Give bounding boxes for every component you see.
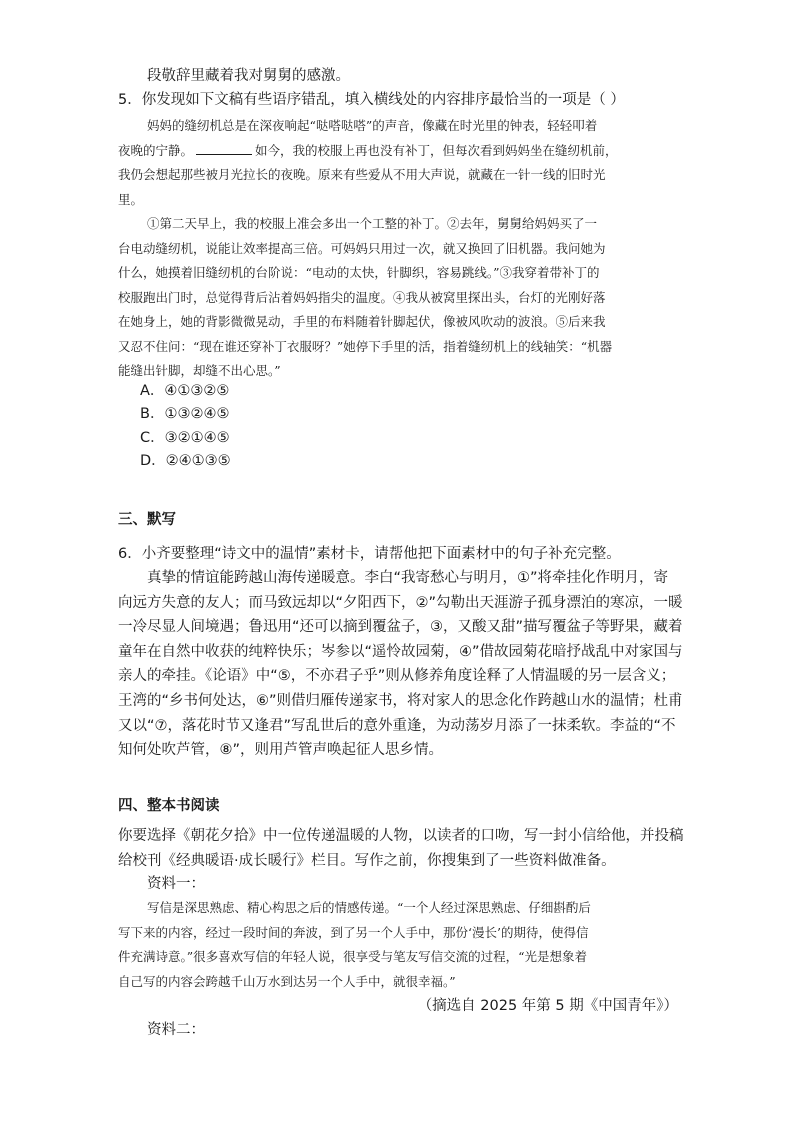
q6-line: 王湾的“乡书何处达，⑥”则借归雁传递家书，将对家人的思念化作跨越山水的温情；杜甫	[118, 692, 683, 709]
material-1-line: 件充满诗意。”很多喜欢写信的年轻人说，很享受与笔友写信交流的过程，“光是想象着	[118, 949, 588, 964]
sec4-intro-line: 给校刊《经典暖语·成长暖行》栏目。写作之前，你搜集到了一些资料做准备。	[118, 852, 616, 869]
q6-line: 童年在自然中收获的纯粹快乐；岑参以“遥怜故园菊，④”借故园菊花暗抒战乱中对家国与	[118, 643, 683, 660]
q5-p2-line: 又忍不住问：“现在谁还穿补丁衣服呀？”她停下手里的活，指着缝纫机上的线轴笑：“机器	[118, 338, 613, 354]
option-b[interactable]: B．①③②④⑤	[140, 406, 230, 423]
material-1-source: （摘选自 2025 年第 5 期《中国青年》）	[417, 998, 678, 1014]
q5-p2-line: 什么，她摸着旧缝纫机的台阶说：“电动的太快，针脚织，容易跳线。”③我穿着带补丁的	[118, 265, 600, 280]
section-3-title: 三、默写	[118, 512, 176, 528]
question-5-stem: 5．你发现如下文稿有些语序错乱，填入横线处的内容排序最恰当的一项是（ ）	[118, 92, 625, 108]
q6-line: 知何处吹芦管，⑧”，则用芦管声唤起征人思乡情。	[118, 742, 444, 759]
material-1-line: 写下来的内容，经过一段时间的奔波，到了另一个人手中，那份‘漫长’的期待，使得信	[118, 924, 589, 940]
q5-passage-2	[118, 212, 678, 384]
section-4-title: 四、整本书阅读	[118, 798, 220, 814]
option-a[interactable]: A．④①③②⑤	[140, 383, 230, 399]
q5-options	[118, 380, 678, 473]
q5-passage-1	[118, 114, 678, 212]
q6-line: 亲人的牵挂。《论语》中“⑤，不亦君子乎”则从修养角度诠释了人情温暖的另一层含义；	[118, 668, 676, 685]
q6-line: 一冷尽显人间境遇；鲁迅用“还可以摘到覆盆子，③，又酸又甜”描写覆盆子等野果，藏着	[118, 619, 683, 636]
option-d[interactable]: D．②④①③⑤	[140, 452, 231, 469]
sec4-intro-line: 你要选择《朝花夕拾》中一位传递温暖的人物，以读者的口吻，写一封小信给他，并投稿	[118, 828, 684, 844]
q6-passage	[118, 566, 683, 763]
q5-p2-line: 能缝出针脚，却缝不出心思。”	[118, 363, 281, 378]
material-2-label: 资料二：	[147, 1022, 205, 1038]
material-1-label: 资料一：	[147, 876, 205, 892]
q5-p1-line: 里。	[118, 191, 144, 207]
q5-p2-line: 台电动缝纫机，说能让效率提高三倍。可妈妈只用过一次，就又换回了旧机器。我问她为	[118, 240, 606, 256]
material-1-line: 写信是深思熟虑、精心构思之后的情感传递。“一个人经过深思熟虑、仔细斟酌后	[147, 900, 591, 915]
q5-p2-line: 校服跑出门时，总觉得背后沾着妈妈指尖的温度。④我从被窝里探出头，台灯的光刚好落	[118, 289, 606, 305]
q5-p2-line: ①第二天早上，我的校服上准会多出一个工整的补丁。②去年，舅舅给妈妈买了一	[147, 216, 598, 231]
answer-blank[interactable]	[196, 142, 252, 155]
carryover-line: 段敬辞里藏着我对舅舅的感激。	[147, 68, 350, 84]
q6-line: 又以“⑦，落花时节又逢君”写乱世后的意外重逢，为动荡岁月添了一抹柔软。李益的“不	[118, 717, 676, 734]
q5-p1-line-blank	[118, 139, 678, 164]
question-6-stem: 6．小齐要整理“诗文中的温情”素材卡，请帮他把下面素材中的句子补充完整。	[118, 546, 621, 562]
q5-p1-text: 如今，我的校服上再也没有补丁，但每次看到妈妈坐在缝纫机前，	[255, 142, 618, 158]
option-c[interactable]: C．③②①④⑤	[140, 429, 230, 446]
q6-line: 真挚的情谊能跨越山海传递暖意。李白“我寄愁心与明月，①”将牵挂化作明月，寄	[147, 570, 669, 586]
material-1-text	[118, 896, 678, 994]
q6-line: 向远方失意的友人；而马致远却以“夕阳西下，②”勾勒出天涯游子孤身漂泊的寒凉，一暖	[118, 594, 683, 611]
material-1-line: 自己写的内容会跨越千山万水到达另一个人手中，就很幸福。”	[118, 973, 456, 989]
q5-p1-line: 我仍会想起那些被月光拉长的夜晚。原来有些爱从不用大声说，就藏在一针一线的旧时光	[118, 167, 606, 182]
q5-p2-line: 在她身上，她的背影微微晃动，手里的布料随着针脚起伏，像被风吹动的波浪。⑤后来我	[118, 314, 606, 329]
sec4-intro	[118, 824, 684, 873]
q5-p1-line: 妈妈的缝纫机总是在深夜响起“哒嗒哒嗒”的声音，像藏在时光里的钟表，轻轻叩着	[147, 118, 598, 133]
q5-p1-text: 夜晚的宁静。	[118, 142, 194, 158]
